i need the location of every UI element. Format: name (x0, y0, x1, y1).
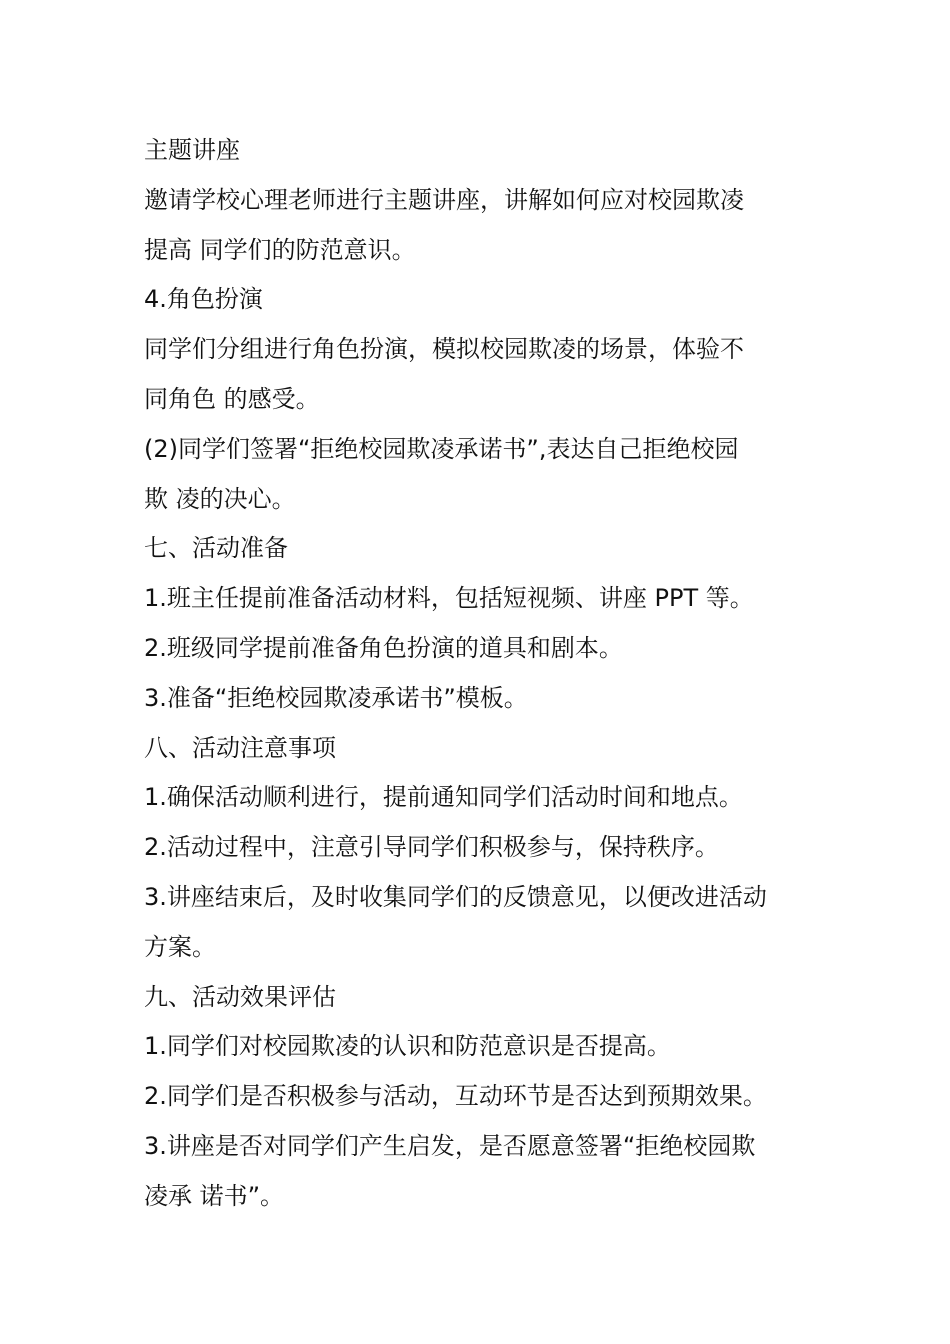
text-line: 1.确保活动顺利进行，提前通知同学们活动时间和地点。 (144, 783, 743, 812)
text-line: 凌承 诺书”。 (144, 1181, 285, 1210)
section-heading: 八、活动注意事项 (144, 733, 336, 762)
text-line: 3.讲座结束后，及时收集同学们的反馈意见，以便改进活动 (144, 882, 767, 911)
section-heading: 九、活动效果评估 (144, 982, 336, 1011)
text-line: 同角色 的感受。 (144, 384, 320, 413)
text-line: 2.同学们是否积极参与活动，互动环节是否达到预期效果。 (144, 1082, 767, 1111)
text-line: 2.活动过程中，注意引导同学们积极参与，保持秩序。 (144, 833, 719, 862)
text-line: 主题讲座 (144, 136, 240, 164)
document-body (144, 126, 824, 1222)
text-line: (2)同学们签署“拒绝校园欺凌承诺书”,表达自己拒绝校园 (144, 434, 739, 463)
text-line: 1.同学们对校园欺凌的认识和防范意识是否提高。 (144, 1032, 671, 1061)
section-heading: 七、活动准备 (144, 534, 288, 563)
text-line: 方案。 (144, 932, 216, 961)
text-line: 邀请学校心理老师进行主题讲座，讲解如何应对校园欺凌 (144, 185, 744, 214)
text-line: 3.准备“拒绝校园欺凌承诺书”模板。 (144, 683, 528, 712)
text-line: 3.讲座是否对同学们产生启发，是否愿意签署“拒绝校园欺 (144, 1131, 756, 1160)
text-line: 4.角色扮演 (144, 285, 263, 314)
text-line: 1.班主任提前准备活动材料，包括短视频、讲座 PPT 等。 (144, 584, 754, 613)
text-line: 2.班级同学提前准备角色扮演的道具和剧本。 (144, 633, 623, 662)
text-line: 提高 同学们的防范意识。 (144, 235, 416, 264)
text-line: 欺 凌的决心。 (144, 484, 296, 513)
text-line: 同学们分组进行角色扮演，模拟校园欺凌的场景，体验不 (144, 335, 744, 364)
